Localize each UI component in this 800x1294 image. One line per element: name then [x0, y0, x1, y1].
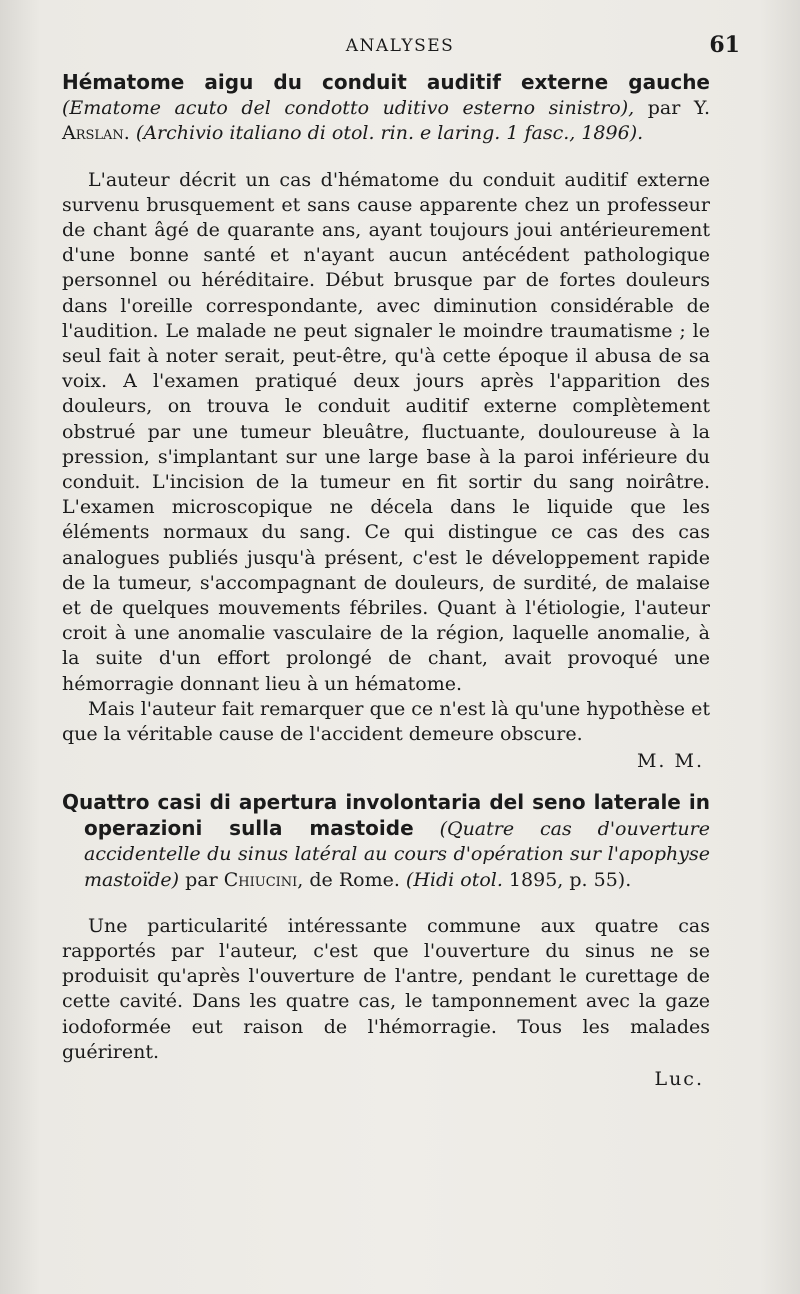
article-title: Quattro casi di apertura involontaria del seno laterale in operazioni sulla mastoide — [62, 790, 710, 841]
source-reference-rest: 1895, p. 55). — [502, 868, 632, 891]
article-body — [62, 914, 710, 1065]
by-text: par — [179, 868, 224, 891]
article-body — [62, 168, 710, 748]
page-number: 61 — [709, 32, 740, 58]
running-head: ANALYSES — [345, 36, 455, 56]
page-header — [60, 32, 740, 62]
paragraph: L'auteur décrit un cas d'hématome du conduit auditif externe survenu brusquement et sans cause apparente chez un professeur de chant âgé de quarante ans, ayant toujours joui antérieurement d'une bonne santé et n'ayant aucun antécédent pathologique personnel ou héréditaire. Début brusque par de fortes douleurs dans l'oreille correspondante, avec diminution considérable de l'audition. Le malade ne peut signaler le moindre traumatisme ; le seul fait à noter serait, peut-être, qu'à cette époque il abusa de sa voix. A l'examen pratiqué deux jours après l'apparition des douleurs, on trouva le conduit auditif externe complètement obstrué par une tumeur bleuâtre, fluctuante, douloureuse à la pression, s'implantant sur une large base à la paroi inférieure du conduit. L'incision de la tumeur en fit sortir du sang noirâtre. L'examen microscopique ne décela dans le liquide que les éléments normaux du sang. Ce qui distingue ce cas des cas analogues publiés jusqu'à présent, c'est le développement rapide de la tumeur, s'accompagnant de douleurs, de surdité, de malaise et de quelques mouvements fébriles. Quant à l'étiologie, l'auteur croit à une anomalie vasculaire de la région, laquelle anomalie, à la suite d'un effort prolongé de chant, avait provoqué une hémorragie donnant lieu à un hématome. — [62, 168, 710, 695]
author-name: Arslan. — [62, 122, 130, 145]
paragraph: Mais l'auteur fait remarquer que ce n'est là qu'une hypothèse et que la véritable cause de l'accident demeure obscure. — [62, 697, 710, 746]
paragraph: Une particularité intéressante commune aux quatre cas rapportés par l'auteur, c'est que l'ouverture du sinus ne se produisit qu'après l'ouverture de l'antre, pendant le curettage de cette cavité. Dans les quatre cas, le tamponnement avec la gaze iodoformée eut raison de l'hémorragie. Tous les malades guérirent. — [62, 914, 710, 1063]
article-heading — [62, 70, 710, 147]
original-title: (Quatre cas d'ouverture accidentelle du sinus latéral au cours d'opération sur l'apophyse mastoïde) — [84, 818, 710, 891]
article-title: Hématome aigu du conduit auditif externe gauche — [62, 70, 710, 94]
source-reference: (Hidi otol. — [405, 868, 503, 891]
signature: Luc. — [654, 1068, 704, 1091]
author-place: , de Rome. — [297, 868, 406, 891]
article-hematome — [62, 70, 710, 774]
article-quattro-casi — [62, 790, 710, 1092]
signature: M. M. — [636, 750, 704, 773]
author-name: Chiucini — [223, 868, 298, 891]
source-reference: (Archivio italiano di otol. rin. e laring. 1 fasc., 1896). — [135, 122, 644, 145]
by-text: par Y. — [634, 97, 710, 120]
original-title: (Ematome acuto del condotto uditivo esterno sinistro), — [62, 97, 635, 120]
article-heading — [62, 790, 710, 893]
